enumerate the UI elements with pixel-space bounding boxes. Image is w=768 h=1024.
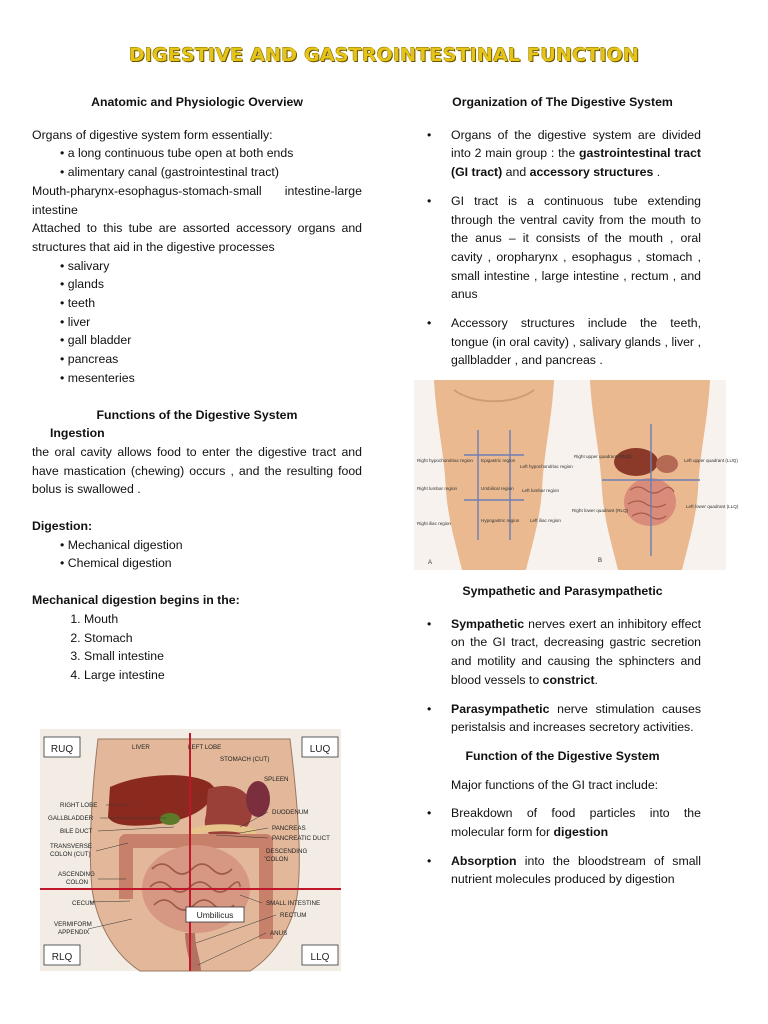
organ-label: LIVER [132, 744, 150, 751]
left-column [32, 93, 362, 685]
digestion-list [32, 536, 362, 573]
tube-sequence: Mouth-pharynx-esophagus-stomach-small intestine-large intestine [32, 183, 362, 217]
list-item: 2. Stomach [84, 629, 362, 648]
bullet-text: nerve stimulation causes peristalsis and increases secretory activities. [451, 701, 701, 735]
organ-label: CECUM [72, 900, 95, 907]
list-item: • Mechanical digestion [60, 536, 362, 555]
region-label: Left iliac region [530, 518, 561, 523]
organ-label: DESCENDING [266, 848, 308, 855]
organ-label: ANUS [270, 930, 288, 937]
quadrant-label: Left lower quadrant (LLQ) [686, 504, 739, 509]
quadrant-anatomy-figure [40, 729, 341, 971]
list-item: • alimentary canal (gastrointestinal tract) [60, 163, 362, 182]
bullet-text: nerves exert an inhibitory effect on the GI tract, decreasing gastric secretion and motility and causing the sphincters and blood vessels to [451, 616, 701, 687]
organ-label: TRANSVERSE [50, 843, 92, 850]
abdominal-regions-figure [414, 380, 739, 570]
quadrant-ruq-label: RUQ [50, 744, 74, 755]
section-heading-function: Function of the Digestive System [465, 748, 660, 763]
right-column-bottom [424, 582, 701, 889]
bullet-bold: digestion [553, 825, 609, 840]
right-column-top [424, 93, 701, 370]
organ-label: PANCREAS [272, 825, 306, 832]
organ-label: RIGHT LOBE [60, 802, 98, 809]
bullet-bold: Sympathetic [451, 616, 525, 631]
organ-label: APPENDIX [58, 929, 90, 936]
bullet-text: into the bloodstream of small nutrient molecules produced by digestion [451, 853, 701, 887]
intro-list [32, 144, 362, 181]
bullet-bold: gastrointestinal tract (GI tract) [451, 146, 701, 180]
section-heading-overview: Anatomic and Physiologic Overview [91, 95, 303, 109]
bullet-gi-groups [424, 126, 701, 182]
accessory-list [32, 257, 362, 388]
major-functions-intro: Major functions of the GI tract include: [451, 777, 659, 792]
quadrant-label: Right lower quadrant (RLQ) [572, 508, 629, 513]
bullet-absorption [424, 852, 701, 889]
organ-label: ASCENDING [58, 871, 95, 878]
ingestion-label: Ingestion [50, 426, 105, 441]
section-heading-functions: Functions of the Digestive System [96, 407, 298, 422]
quadrant-anatomy-illustration [40, 729, 341, 971]
bullet-text: . [594, 672, 598, 687]
bullet-breakdown [424, 804, 701, 841]
abdominal-regions-illustration [414, 380, 739, 570]
region-label: Right iliac region [417, 521, 451, 526]
region-label: Right lumbar region [417, 486, 458, 491]
list-item: • Chemical digestion [60, 554, 362, 573]
region-label: Umbilical region [481, 486, 514, 491]
bullet-accessory: • Accessory structures include the teeth, tongue (in oral cavity) , salivary glands , liver , gallbladder , and pancreas . [424, 314, 701, 370]
region-label: Left hypochondriac region [520, 464, 573, 469]
overview-intro: Organs of digestive system form essentially: [32, 127, 273, 142]
quadrant-llq-label: LLQ [310, 952, 330, 963]
organ-label: DUODENUM [272, 809, 309, 816]
bullet-bold: Absorption [451, 853, 517, 868]
list-item: • teeth [60, 294, 362, 313]
bullet-text: and [502, 165, 530, 180]
bullet-bold: constrict [542, 672, 595, 687]
quadrant-label: Left upper quadrant (LUQ) [684, 458, 738, 463]
organ-label: RECTUM [280, 912, 307, 919]
bullet-text: . [653, 165, 661, 180]
umbilicus-label: Umbilicus [196, 910, 234, 920]
organ-label: COLON [66, 879, 89, 886]
region-label: Epigastric region [481, 458, 516, 463]
organ-label: COLON (CUT) [50, 851, 91, 858]
bullet-bold: accessory structures [529, 165, 654, 180]
accessory-intro: Attached to this tube are assorted accessory organs and structures that aid in the digestive processes [32, 221, 362, 254]
region-label: Left lumbar region [522, 488, 560, 493]
section-heading-sympathetic: Sympathetic and Parasympathetic [462, 584, 663, 598]
digestion-label: Digestion: [32, 519, 93, 534]
organ-label: GALLBLADDER [48, 815, 94, 822]
list-item: 3. Small intestine [84, 647, 362, 666]
bullet-sympathetic [424, 615, 701, 690]
bullet-bold: Parasympathetic [451, 701, 550, 716]
quadrant-rlq-label: RLQ [51, 952, 73, 963]
bullet-parasympathetic [424, 700, 701, 737]
bullet-gi-tract: • GI tract is a continuous tube extending through the ventral cavity from the mouth to the anus – it consists of the mouth , oral cavity , oropharynx , esophagus , stomach , small intestine , large intestine , rectum , and anus [424, 192, 701, 304]
list-item: • liver [60, 313, 362, 332]
list-item: 1. Mouth [84, 610, 362, 629]
region-label: Right hypochondriac region [417, 458, 473, 463]
quadrant-luq-label: LUQ [309, 744, 331, 755]
list-item: 4. Large intestine [84, 666, 362, 685]
list-item: • mesenteries [60, 369, 362, 388]
list-item: • salivary [60, 257, 362, 276]
page-title: DIGESTIVE AND GASTROINTESTINAL FUNCTION [128, 44, 640, 66]
region-label: Hypogastric region [481, 518, 520, 523]
list-item: • a long continuous tube open at both ends [60, 144, 362, 163]
panel-label-b: B [598, 558, 603, 564]
quadrant-label: Right upper quadrant (RUQ) [574, 454, 632, 459]
organ-label: BILE DUCT [60, 828, 93, 835]
ingestion-text: the oral cavity allows food to enter the digestive tract and have mastication (chewing) occurs , and the resulting food bolus is swallowed . [32, 444, 362, 497]
section-heading-organization: Organization of The Digestive System [452, 95, 673, 109]
organ-label: SMALL INTESTINE [266, 900, 321, 907]
mechanical-digestion-list [32, 610, 362, 685]
organ-label: PANCREATIC DUCT [272, 835, 330, 842]
list-item: • glands [60, 275, 362, 294]
organ-label: SPLEEN [264, 776, 289, 783]
mechanical-digestion-label: Mechanical digestion begins in the: [32, 593, 240, 608]
organ-label: STOMACH (CUT) [220, 756, 270, 763]
organ-label: VERMIFORM [54, 921, 92, 928]
list-item: • gall bladder [60, 331, 362, 350]
bullet-text: Organs of the digestive system are divided into 2 main group : the [451, 127, 701, 161]
panel-label-a: A [428, 560, 433, 566]
bullet-text: Breakdown of food particles into the molecular form for [451, 806, 701, 840]
organ-label: COLON [266, 856, 289, 863]
organ-label: LEFT LOBE [188, 744, 222, 751]
list-item: • pancreas [60, 350, 362, 369]
